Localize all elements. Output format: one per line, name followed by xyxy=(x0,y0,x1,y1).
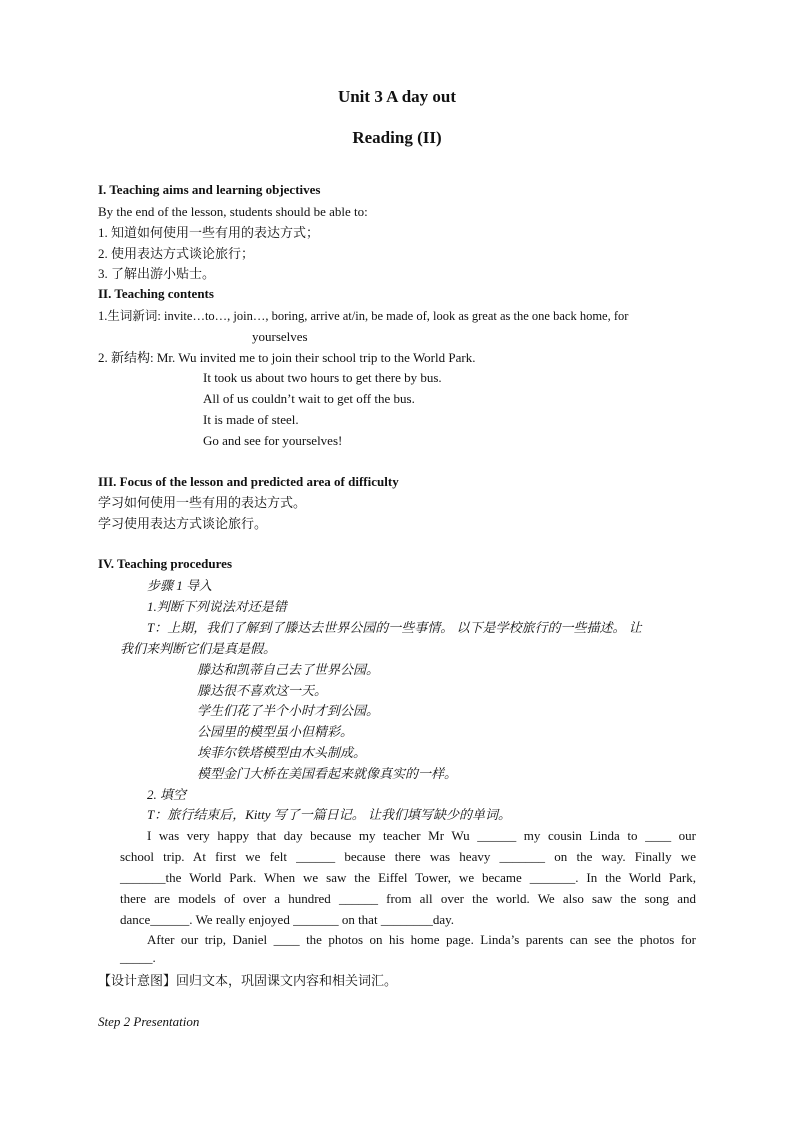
structure-line: Go and see for yourselves! xyxy=(203,433,343,448)
section-4-heading: IV. Teaching procedures xyxy=(98,556,233,571)
aim-item: 1. 知道如何使用一些有用的表达方式； xyxy=(98,225,320,240)
cloze-line: dance______. We really enjoyed _______ on that ________day. xyxy=(120,912,454,927)
aim-item: 2. 使用表达方式谈论旅行； xyxy=(98,246,255,261)
cloze-line: _____. xyxy=(120,950,156,965)
focus-item: 学习如何使用一些有用的表达方式。 xyxy=(98,495,307,510)
structure-line: 2. 新结构: Mr. Wu invited me to join their school trip to the World Park. xyxy=(98,350,476,365)
document-subtitle: Reading (II) xyxy=(352,128,442,147)
step-2-title: Step 2 Presentation xyxy=(98,1014,200,1029)
teacher-line: T：旅行结束后，Kitty 写了一篇日记。 让我们填写缺少的单词。 xyxy=(147,807,512,822)
statement-item: 模型金门大桥在美国看起来就像真实的一样。 xyxy=(197,766,458,781)
section-1-heading: I. Teaching aims and learning objectives xyxy=(98,182,321,197)
statement-item: 公园里的模型虽小但精彩。 xyxy=(197,724,354,739)
structure-line: It is made of steel. xyxy=(203,412,299,427)
cloze-line: I was very happy that day because my teacher Mr Wu ______ my cousin Linda to ____ our xyxy=(147,828,696,843)
structure-line: All of us couldn’t wait to get off the bus. xyxy=(203,391,415,406)
task-1-title: 1.判断下列说法对还是错 xyxy=(147,599,287,614)
section-3-heading: III. Focus of the lesson and predicted area of difficulty xyxy=(98,474,399,489)
document-title: Unit 3 A day out xyxy=(337,87,457,106)
structure-line: It took us about two hours to get there by bus. xyxy=(203,370,442,385)
teacher-line: T：上期，我们了解到了滕达去世界公园的一些事情。 以下是学校旅行的一些描述。 让 xyxy=(147,620,642,635)
cloze-line: After our trip, Daniel ____ the photos on his home page. Linda’s parents can see the photos for xyxy=(147,932,696,947)
step-1-title: 步骤 1 导入 xyxy=(147,578,213,593)
section-1-intro: By the end of the lesson, students should be able to: xyxy=(98,204,368,219)
vocab-line: 1.生词新词: invite…to…, join…, boring, arrive at/in, be made of, look as great as the one back home, for xyxy=(98,309,629,323)
statement-item: 埃菲尔铁塔模型由木头制成。 xyxy=(197,745,367,760)
cloze-line: there are models of over a hundred ______ from all over the world. We also saw the song and xyxy=(120,891,696,906)
vocab-line: yourselves xyxy=(252,329,308,344)
statement-item: 滕达和凯蒂自己去了世界公园。 xyxy=(197,662,380,677)
statement-item: 学生们花了半个小时才到公园。 xyxy=(197,703,380,718)
section-2-heading: II. Teaching contents xyxy=(98,286,214,301)
cloze-line: school trip. At first we felt ______ because there was heavy _______ on the way. Finally we xyxy=(120,849,696,864)
teacher-line: 我们来判断它们是真是假。 xyxy=(120,641,277,656)
aim-item: 3. 了解出游小贴士。 xyxy=(98,266,216,281)
statement-item: 滕达很不喜欢这一天。 xyxy=(197,683,328,698)
cloze-line: _______the World Park. When we saw the Eiffel Tower, we became _______. In the World Park, xyxy=(120,870,696,885)
task-2-title: 2. 填空 xyxy=(147,787,187,802)
focus-item: 学习使用表达方式谈论旅行。 xyxy=(98,516,268,531)
design-intent-note: 【设计意图】回归文本，巩固课文内容和相关词汇。 xyxy=(98,973,398,988)
